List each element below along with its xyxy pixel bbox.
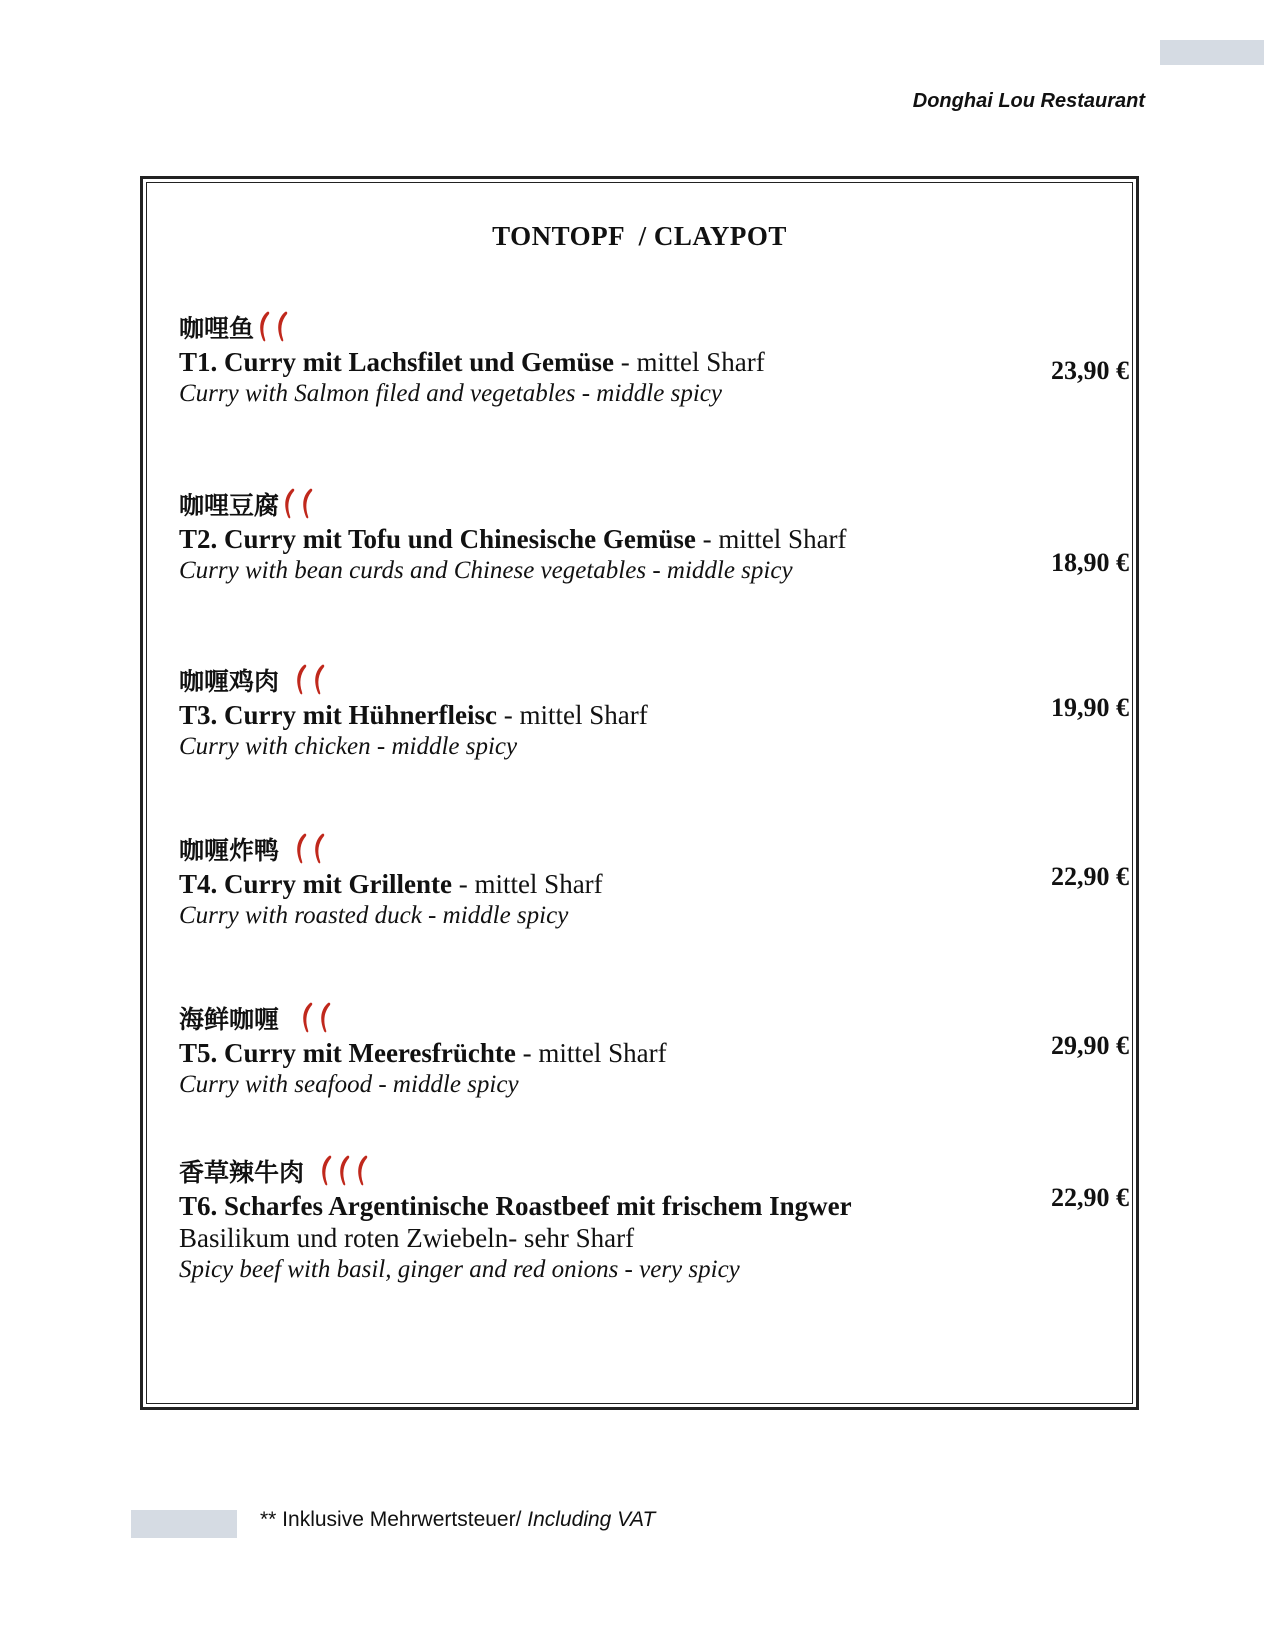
dish-german-line [179,1037,1119,1069]
dish-german-spice: - mittel Sharf [614,347,765,377]
dish-english-description: Curry with seafood - middle spicy [179,1071,519,1098]
dish-price-t5: 29,90 € [1051,1031,1129,1060]
spice-level [293,832,329,866]
dish-german-name: T2. Curry mit Tofu und Chinesische Gemüse [179,524,696,554]
dish-chinese-name: 海鲜咖喱 [179,1005,280,1034]
dish-t6 [179,1148,1119,1286]
dish-german-spice: - mittel Sharf [515,1038,667,1068]
dish-t5 [179,995,1119,1101]
dish-chinese-line [179,995,1119,1035]
spice-level [281,487,317,521]
dish-german-line [179,699,1119,731]
chili-pepper-icon [318,1154,334,1188]
dish-chinese-line [179,481,1119,521]
dish-german-name: T1. Curry mit Lachsfilet und Gemüse [179,347,614,377]
dish-t2 [179,481,1119,587]
spice-level [299,1001,335,1035]
dish-t4 [179,826,1119,932]
dish-german-spice: - mittel Sharf [451,869,603,899]
dish-price-t1: 23,90 € [1051,356,1129,385]
footer-note-german: ** Inklusive Mehrwertsteuer/ [260,1508,528,1531]
chili-pepper-icon [317,1001,333,1035]
chili-pepper-icon [293,832,309,866]
dish-german-name: T4. Curry mit Grillente [179,869,452,899]
dish-german-line [179,868,1119,900]
dish-english-description: Curry with chicken - middle spicy [179,733,518,760]
chili-pepper-icon [274,310,290,344]
dish-german-name: T3. Curry mit Hühnerfleisc [179,700,497,730]
dish-chinese-name: 咖哩豆腐 [179,491,280,520]
dish-german-name: T6. Scharfes Argentinische Roastbeef mit frischem Ingwer [179,1191,852,1221]
chili-pepper-icon [299,487,315,521]
dish-chinese-line [179,304,1119,344]
chili-pepper-icon [354,1154,370,1188]
dish-t1 [179,304,1119,410]
dish-price-t2: 18,90 € [1051,548,1129,577]
footer-note-english: Including VAT [527,1508,656,1531]
corner-bar-bottom [131,1510,237,1538]
dish-german-line [179,523,1119,555]
spice-level [318,1154,372,1188]
chili-pepper-icon [293,663,309,697]
chili-pepper-icon [311,832,327,866]
dish-german-spice: - mittel Sharf [496,700,648,730]
dish-chinese-line [179,826,1119,866]
chili-pepper-icon [299,1001,315,1035]
chili-pepper-icon [281,487,297,521]
dish-german-extra: Basilikum und roten Zwiebeln- sehr Sharf [179,1223,635,1253]
footer-vat-note [260,1508,655,1532]
dish-chinese-name: 香草辣牛肉 [179,1158,305,1187]
dish-price-t6: 22,90 € [1051,1183,1129,1212]
dish-chinese-name: 咖哩鱼 [179,314,255,343]
chili-pepper-icon [311,663,327,697]
dish-english-description: Curry with roasted duck - middle spicy [179,902,569,929]
dish-english-description: Spicy beef with basil, ginger and red onions - very spicy [179,1256,740,1283]
dish-german-line [179,346,1119,378]
chili-pepper-icon [256,310,272,344]
corner-bar-top [1160,40,1264,65]
menu-frame [140,176,1139,1410]
dish-german-line [179,1190,1119,1222]
dish-chinese-name: 咖喱鸡肉 [179,667,280,696]
spice-level [293,663,329,697]
dish-chinese-line [179,1148,1119,1188]
dish-price-t4: 22,90 € [1051,862,1129,891]
dish-english-description: Curry with bean curds and Chinese vegetables - middle spicy [179,557,793,584]
spice-level [256,310,292,344]
section-title: TONTOPF / CLAYPOT [492,221,787,251]
dish-german-name: T5. Curry mit Meeresfrüchte [179,1038,516,1068]
chili-pepper-icon [336,1154,352,1188]
dish-price-t3: 19,90 € [1051,693,1129,722]
dish-german-spice: - mittel Sharf [695,524,847,554]
restaurant-name: Donghai Lou Restaurant [912,90,1145,112]
dish-english-description: Curry with Salmon filed and vegetables - middle spicy [179,380,722,407]
dish-t3 [179,657,1119,763]
dish-chinese-line [179,657,1119,697]
dish-chinese-name: 咖喱炸鸭 [179,836,280,865]
